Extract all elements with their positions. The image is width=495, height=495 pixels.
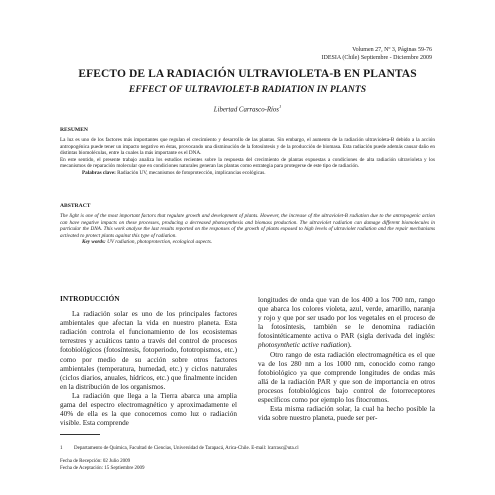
resumen-keywords-label: Palabras clave: bbox=[82, 169, 116, 176]
intro-par-emphasis: photosynthetic active radiation bbox=[258, 341, 348, 350]
intro-paragraph-2-continued bbox=[258, 296, 435, 351]
intro-paragraph-3: Otro rango de esta radiación electromagnética es el que va de los 280 nm a los 1000 nm, conocido como rango fotobiológico ya que comprende longitudes de ondas más allá de la radiación PAR y que son de importancia en otros procesos fotobiológicos bajo control de fotorreceptores específicos como por ejemplo los fitocromos. bbox=[258, 350, 435, 405]
received-date: Fecha de Recepción: 02 Julio 2009 bbox=[60, 459, 131, 464]
footnote-number: 1 bbox=[60, 446, 63, 451]
abstract-heading: ABSTRACT bbox=[60, 203, 91, 209]
footnote-text: Departamento de Química, Facultad de Ciencias, Universidad de Tarapacá, Arica-Chile. E-mail: lcarrasc@uta.cl bbox=[74, 446, 299, 451]
resumen-body bbox=[60, 137, 435, 177]
abstract-keywords bbox=[60, 239, 435, 246]
abstract-keywords-label: Key words: bbox=[82, 239, 106, 246]
paper-title-english: EFFECT OF ULTRAVIOLET-B RADIATION IN PLANTS bbox=[128, 84, 367, 95]
column-left bbox=[60, 294, 237, 428]
author-name: Libertad Carrasco-Ríos bbox=[213, 106, 279, 114]
intro-heading: INTRODUCCIÓN bbox=[60, 294, 120, 303]
abstract-body bbox=[60, 213, 435, 246]
resumen-paragraph-1: La luz es uno de los factores más importantes que regulan el crecimiento y desarrollo de las plantas. Sin embargo, el aumento de la radiación ultravioleta-B debido a la acción antropogénica puede tener un impacto negativo en éstas, provocando una disminución de la fotosíntesis y de la producción de biomasa. Esta radiación puede además causar daño en distintas biomoléculas, entre la cuales la más importante es el DNA. bbox=[60, 137, 435, 157]
resumen-keywords bbox=[60, 170, 435, 177]
abstract-keywords-text: UV radiation, photoprotection, ecological aspects. bbox=[107, 239, 213, 246]
accepted-date: Fecha de Aceptación: 15 Septiembre 2009 bbox=[60, 465, 145, 471]
intro-paragraph-2-continued-end: ). bbox=[347, 341, 352, 350]
volume-line: Volumen 27, Nº 3, Páginas 59-76 bbox=[352, 47, 432, 53]
author-footnote-mark: 1 bbox=[278, 104, 282, 109]
dates bbox=[60, 459, 145, 472]
intro-paragraph-2: La radiación que llega a la Tierra abarca una amplia gama del espectro electromagnético y aproximadamente el 40% de ella es la que conocemos como luz o radiación visible. Esta comprende bbox=[60, 391, 237, 428]
abstract-paragraph: The light is one of the most important factors that regulate growth and development of plants. However, the increase of the ultraviolet-B radiation due to the antropogenic action can have negative impacts on these processes, producing a decreased photosynthesis and biomass production. The ultraviolet radiation can damage different biomolecules in particular the DNA. This work analyse the last results reported on the responses of the growth of plants exposed to high levels of ultraviolet radiation and the repair mechanisms activated to protect plants against this type of radiation. bbox=[60, 213, 435, 239]
footnote-rule bbox=[60, 434, 100, 435]
footnote bbox=[60, 446, 435, 453]
paper-title: EFECTO DE LA RADIACIÓN ULTRAVIOLETA-B EN PLANTAS bbox=[78, 68, 417, 80]
intro-paragraph-4: Esta misma radiación solar, la cual ha hecho posible la vida sobre nuestro planeta, puede ser per- bbox=[258, 405, 435, 423]
author bbox=[60, 104, 435, 113]
journal-header bbox=[322, 47, 432, 62]
intro-paragraph-2-continued-text: longitudes de onda que van de los 400 a los 700 nm, rango que abarca los colores violeta, azul, verde, amarillo, naranja y rojo y que por ser usado por los vegetales en el proceso de la fotosíntesis, también se le denomina radiación fotosintéticamente activa o PAR (sigla derivada del inglés: bbox=[258, 296, 435, 341]
resumen-heading: RESUMEN bbox=[60, 127, 88, 133]
intro-paragraph-1: La radiación solar es uno de los principales factores ambientales que afectan la vida en nuestro planeta. Esta radiación controla el funcionamiento de los ecosistemas terrestres y acuáticos tanto a través del control de procesos fotobiológicos (fotosíntesis, fotoperiodo, fototropismos, etc.) como por medio de su acción sobre otros factores ambientales (temperatura, humedad, etc.) y ciclos naturales (ciclos diarios, anuales, hídricos, etc.) que finalmente inciden en la distribución de los organismos. bbox=[60, 310, 237, 391]
journal-line: IDESIA (Chile) Septiembre - Diciembre 2009 bbox=[321, 54, 432, 61]
column-right bbox=[258, 296, 435, 423]
resumen-paragraph-2: En este sentido, el presente trabajo analiza los estudios recientes sobre la respuesta del crecimiento de plantas expuestas a condiciones de alta radiación ultravioleta y los mecanismos de reparación molecular que en condiciones naturales generan las plantas como estrategia para protegerse de este tipo de radiación. bbox=[60, 156, 435, 170]
resumen-keywords-text: Radiación UV, mecanismos de fotoprotección, implicancias ecológicas. bbox=[117, 169, 266, 176]
